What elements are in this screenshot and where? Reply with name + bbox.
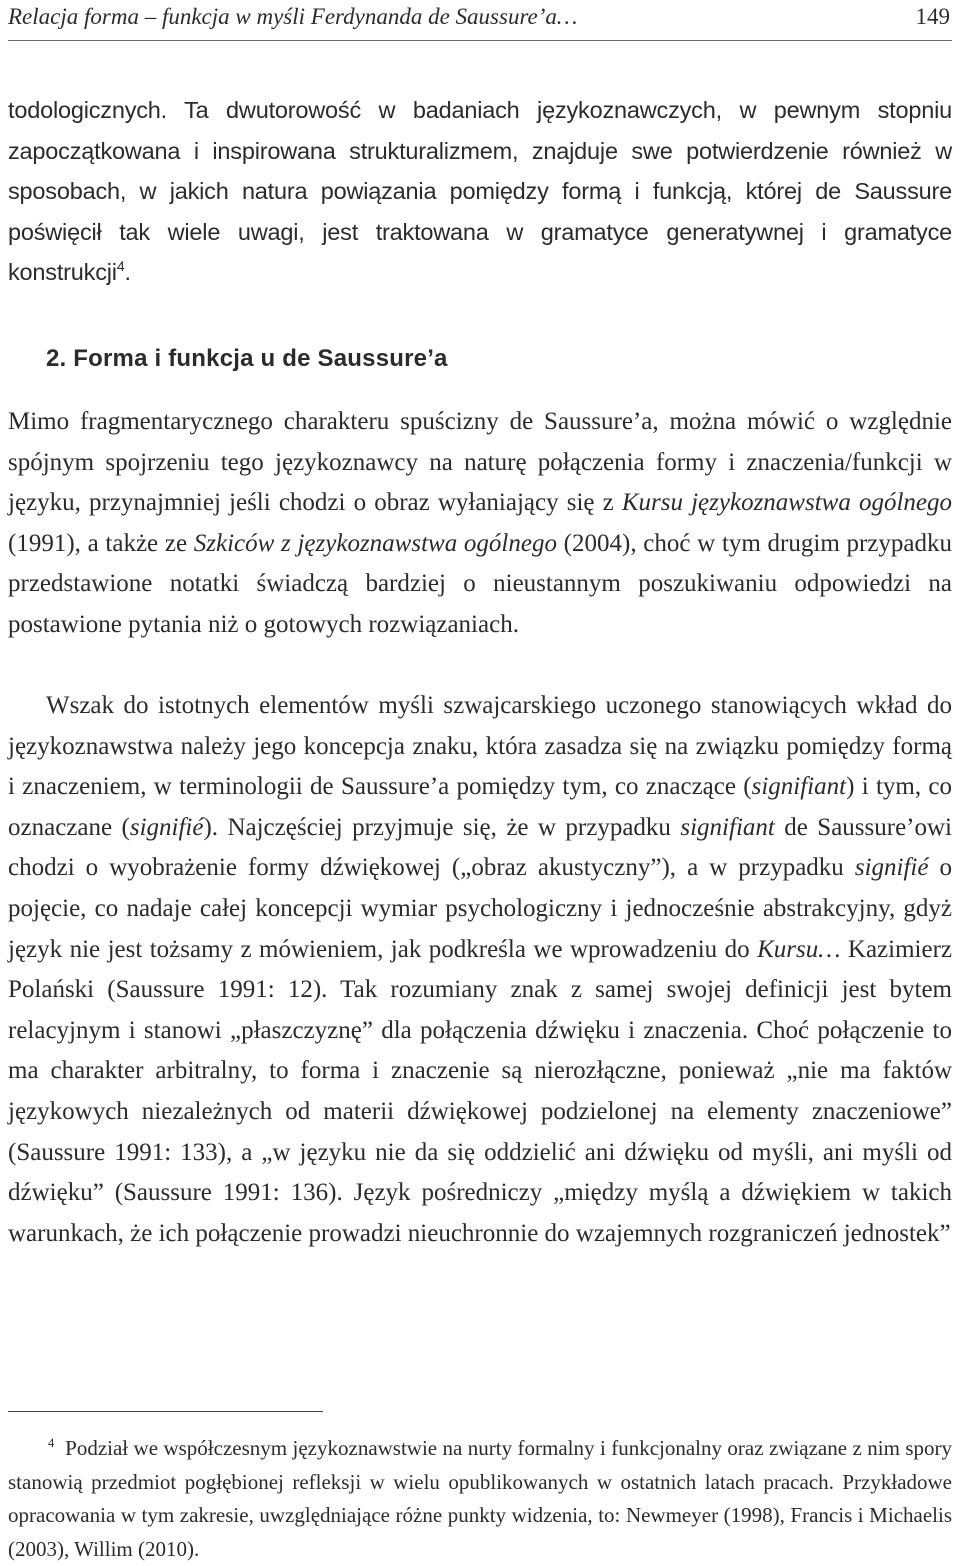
- paragraph-2-text-a: Wszak do istotnych elementów myśli szwajcarskiego uczonego stanowiących wkład do językoznawstwa należy jego koncepcja znaku, która zasadza się na związku pomiędzy formą i znaczeniem, w terminologii de Saussure’a pomiędzy tym, co znaczące (: [8, 692, 952, 801]
- paragraph-1: [8, 402, 952, 646]
- term-signifiant-2: signifiant: [680, 813, 775, 841]
- paragraph-2-text-c: ). Najczęściej przyjmuje się, że w przypadku: [203, 813, 681, 841]
- book-title-szkice: Szkiców z językoznawstwa ogólnego: [193, 529, 557, 557]
- book-title-kursu: Kursu…: [757, 935, 841, 963]
- continued-paragraph-text: todologicznych. Ta dwutorowość w badaniach językoznawczych, w pewnym stopniu zapoczątkowana i inspirowana strukturalizmem, znajduje swe potwierdzenie również w sposobach, w jakich natura powiązania pomiędzy formą i funkcją, której de Saussure poświęcił tak wiele uwagi, jest traktowana w gramatyce generatywnej i gramatyce konstrukcji: [8, 97, 952, 285]
- page-number: 149: [915, 4, 950, 29]
- paragraph-2-text-b: ) i tym, co oznaczane (: [8, 773, 952, 841]
- continued-paragraph-end: .: [124, 259, 131, 285]
- footnote-number: 4: [48, 1436, 55, 1450]
- paragraph-2-text-d: de Saussure’owi chodzi o wyobrażenie formy dźwiękowej („obraz akustyczny”), a w przypadku: [8, 813, 953, 882]
- footnote-text: Podział we współczesnym językoznawstwie na nurty formalny i funkcjonalny oraz związane z nim spory stanowią przedmiot pogłębionej refleksji w wielu opublikowanych w ostatnich latach pracach. Przykładowe opracowania w tym zakresie, uwzględniające różne punkty widzenia, to: Newmeyer (1998), Francis i Michaelis (2003), Willim (2010).: [8, 1436, 952, 1561]
- term-signifiant: signifiant: [751, 773, 847, 801]
- running-header: [8, 0, 952, 41]
- footnote: [8, 1432, 952, 1566]
- footnote-reference[interactable]: 4: [116, 258, 125, 275]
- paragraph-2-text-f: Kazimierz Polański (Saussure 1991: 12). Tak rozumiany znak z samej swojej definicji jest bytem relacyjnym i stanowi „płaszczyznę” dla połączenia dźwięku i znaczenia. Choć połączenie to ma charakter arbitralny, to forma i znaczenie są nierozłączne, ponieważ „nie ma faktów językowych niezależnych od materii dźwiękowej podzielonej na elementy znaczeniowe” (Saussure 1991: 133), a „w języku nie da się oddzielić ani dźwięku od myśli, ani myśli od dźwięku” (Saussure 1991: 136). Język pośredniczy „między myślą a dźwiękiem w takich warunkach, że ich połączenie prowadzi nieuchronnie do wzajemnych rozgraniczeń jednostek”: [8, 935, 953, 1247]
- paragraph-2: [8, 686, 952, 1254]
- footnote-divider: [8, 1411, 323, 1412]
- continued-paragraph: [8, 90, 952, 293]
- paragraph-1-text-c: (2004), choć w tym drugim przypadku przedstawione notatki świadczą bardziej o nieustannym poszukiwaniu odpowiedzi na postawione pytania niż o gotowych rozwiązaniach.: [8, 529, 952, 638]
- section-heading: 2. Forma i funkcja u de Saussure’a: [46, 345, 448, 372]
- book-title-kurs: Kursu językoznawstwa ogólnego: [621, 489, 952, 517]
- running-title: Relacja forma – funkcja w myśli Ferdynanda de Saussure’a…: [8, 4, 578, 29]
- term-signifie-2: signifié: [854, 854, 929, 882]
- paragraph-1-text-a: Mimo fragmentarycznego charakteru spuścizny de Saussure’a, można mówić o względnie spójnym spojrzeniu tego językoznawcy na naturę połączenia formy i znaczenia/funkcji w języku, przynajmniej jeśli chodzi o obraz wyłaniający się z: [8, 408, 952, 517]
- term-signifie: signifié: [129, 813, 204, 841]
- paragraph-2-text-e: o pojęcie, co nadaje całej koncepcji wymiar psychologiczny i jednocześnie abstrakcyjny, gdyż język nie jest tożsamy z mówieniem, jak podkreśla we wprowadzeniu do: [8, 854, 953, 963]
- paragraph-1-text-b: (1991), a także ze: [8, 529, 194, 557]
